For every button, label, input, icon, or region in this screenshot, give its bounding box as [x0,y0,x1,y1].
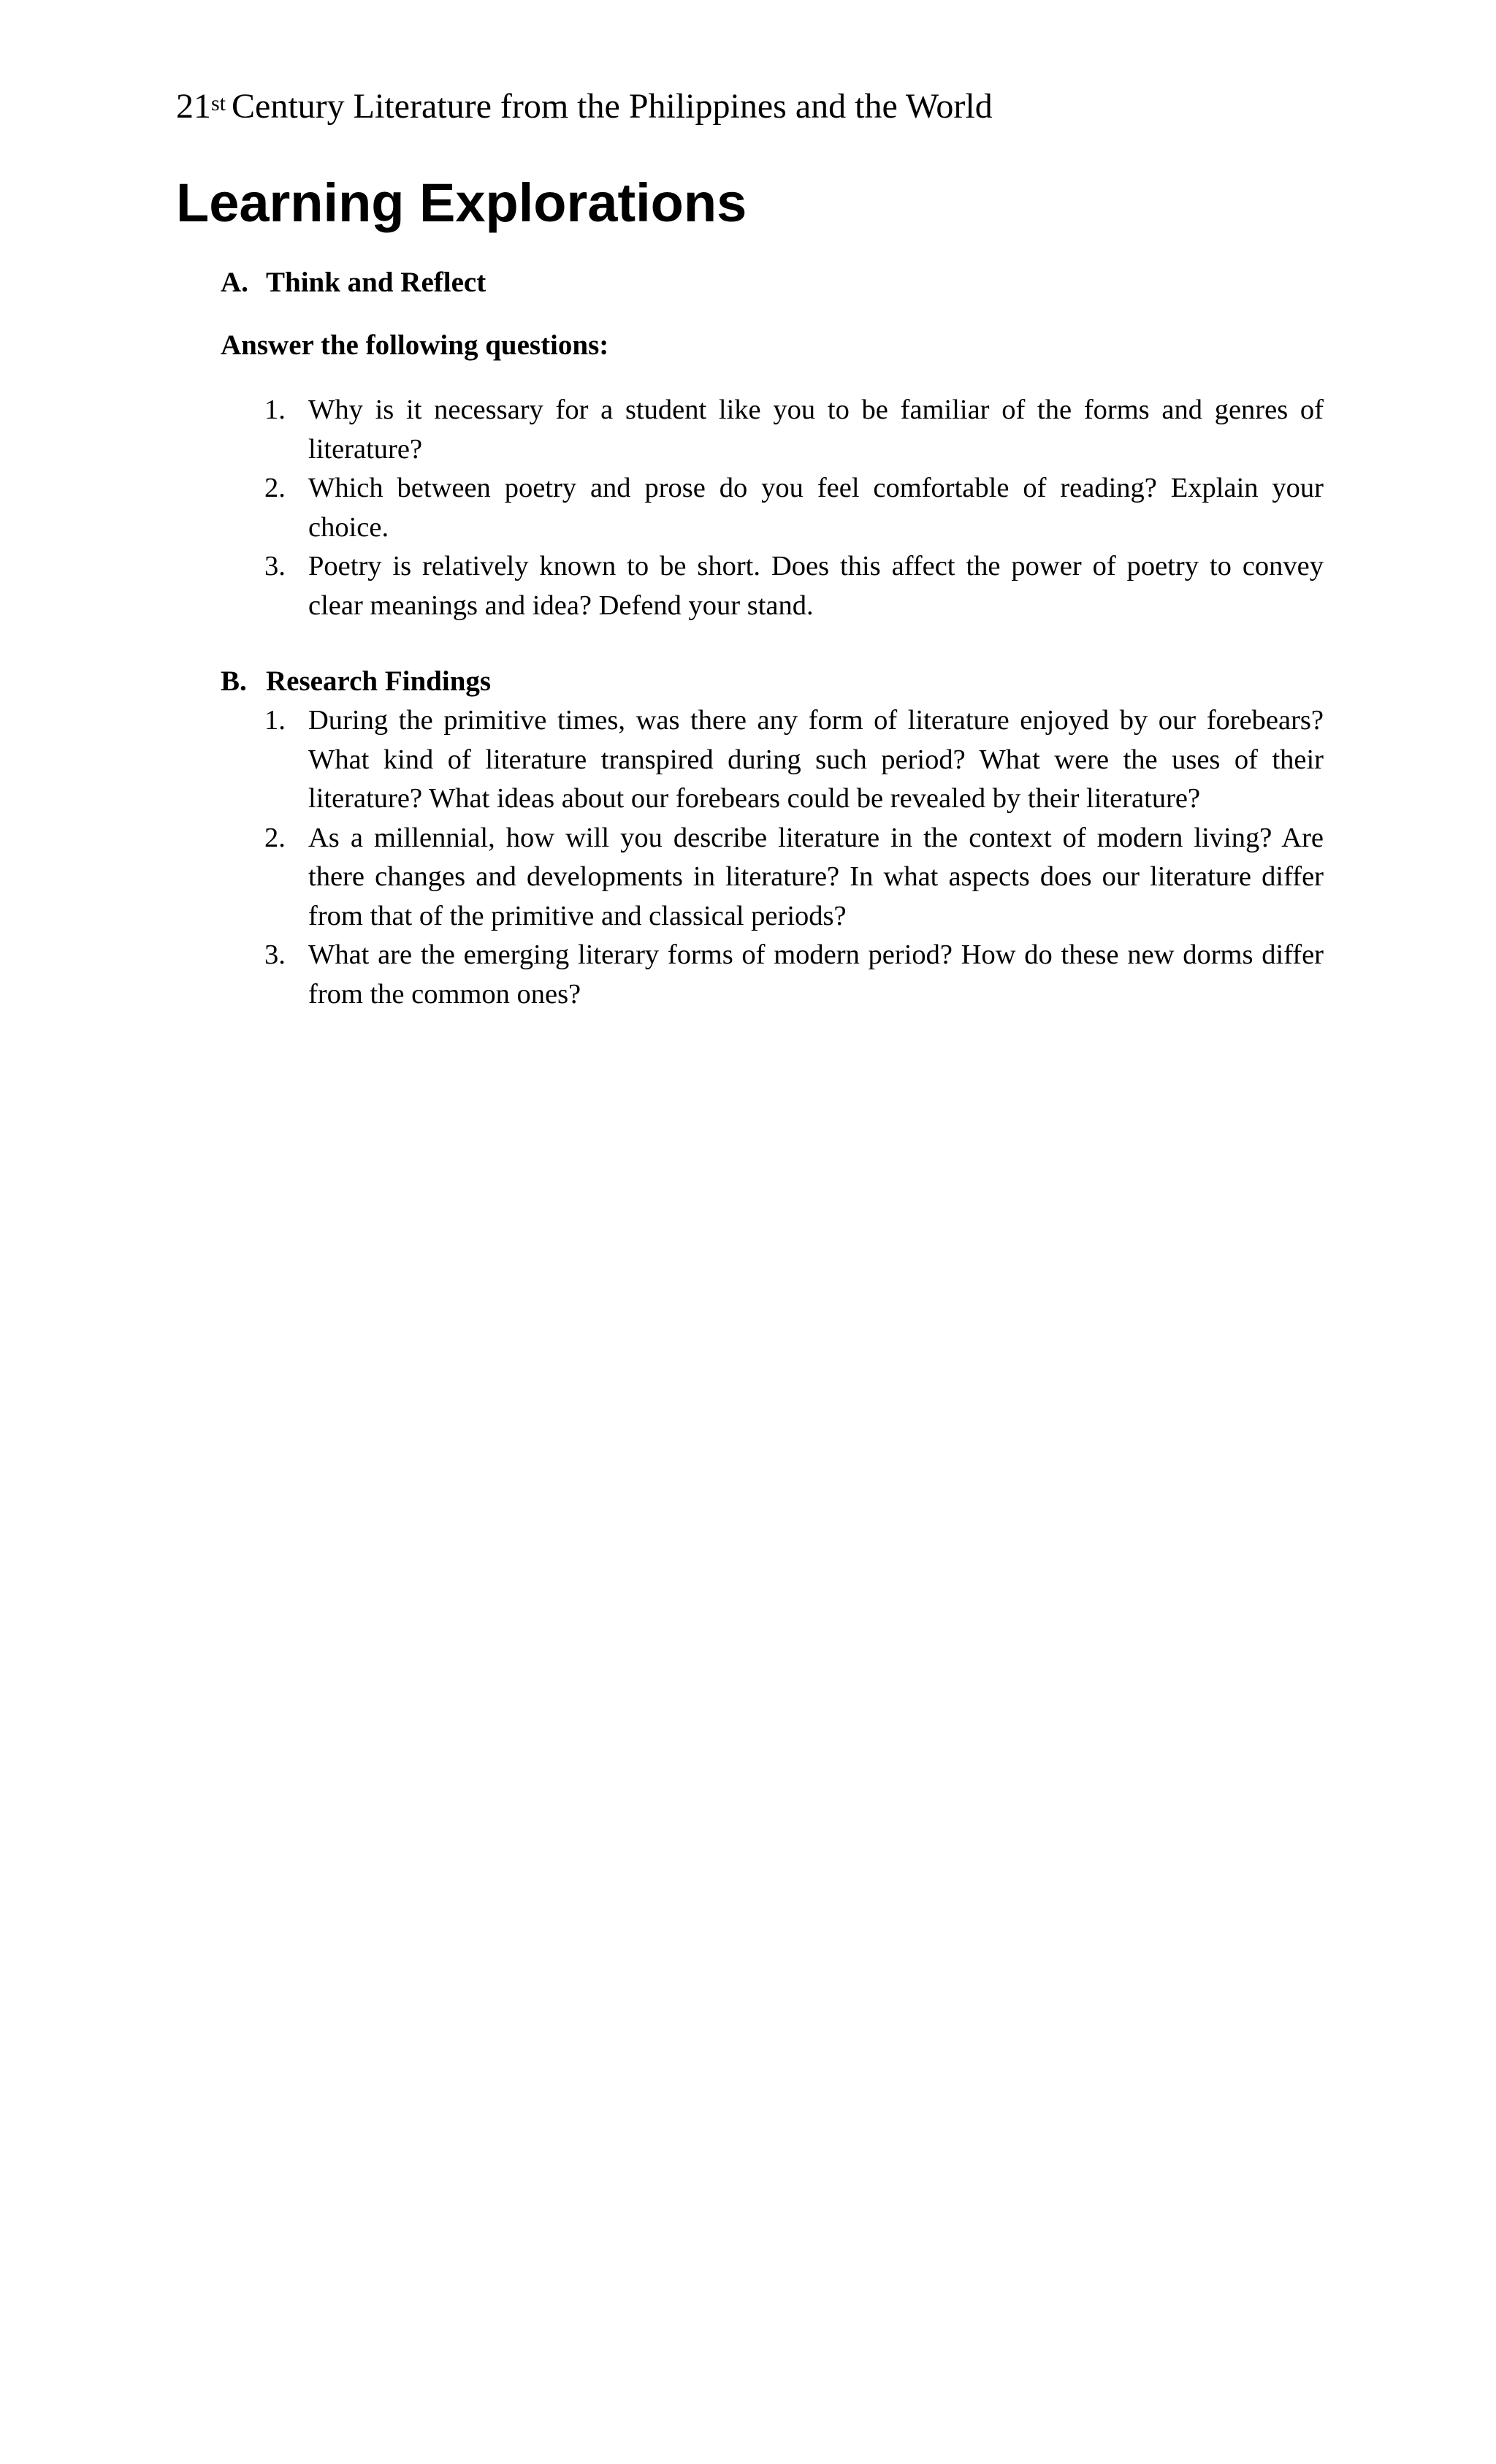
question-number: 2. [264,822,286,853]
question-number: 1. [264,394,286,425]
page-title: Learning Explorations [176,172,747,233]
section-a-question-list [264,391,1324,625]
section-b-question-list [264,701,1324,1014]
list-item [264,936,1324,1014]
header-ordinal-number: 21 [176,87,211,126]
header-ordinal-suffix: st [211,91,226,115]
section-a-letter: A. [221,267,248,298]
list-item [264,469,1324,547]
question-text: Why is it necessary for a student like you to be familiar of the forms and genres of literature? [308,394,1324,465]
question-text: What are the emerging literary forms of modern period? How do these new dorms differ from the common ones? [308,939,1324,1010]
question-number: 2. [264,473,286,503]
running-header [176,82,993,131]
section-a-heading [221,263,486,302]
header-book-title: Century Literature from the Philippines and the World [232,87,993,126]
section-a-instruction: Answer the following questions: [221,329,609,361]
question-number: 3. [264,939,286,970]
list-item [264,819,1324,937]
question-number: 3. [264,551,286,581]
question-number: 1. [264,705,286,736]
section-b-letter: B. [221,665,247,697]
section-a-title: Think and Reflect [266,267,486,298]
question-text: As a millennial, how will you describe literature in the context of modern living? Are there changes and developments in literature? In what aspects does our literature differ from that of the primitive and classical periods? [308,822,1324,931]
question-text: Which between poetry and prose do you feel comfortable of reading? Explain your choice. [308,473,1324,543]
list-item [264,391,1324,469]
list-item [264,701,1324,819]
list-item [264,547,1324,625]
section-b-heading [221,662,491,701]
question-text: Poetry is relatively known to be short. Does this affect the power of poetry to convey clear meanings and idea? Defend your stand. [308,551,1324,621]
section-b-title: Research Findings [266,665,492,697]
question-text: During the primitive times, was there any form of literature enjoyed by our forebears? What kind of literature transpired during such period? What were the uses of their literature? What ideas about our forebears could be revealed by their literature? [308,705,1324,814]
